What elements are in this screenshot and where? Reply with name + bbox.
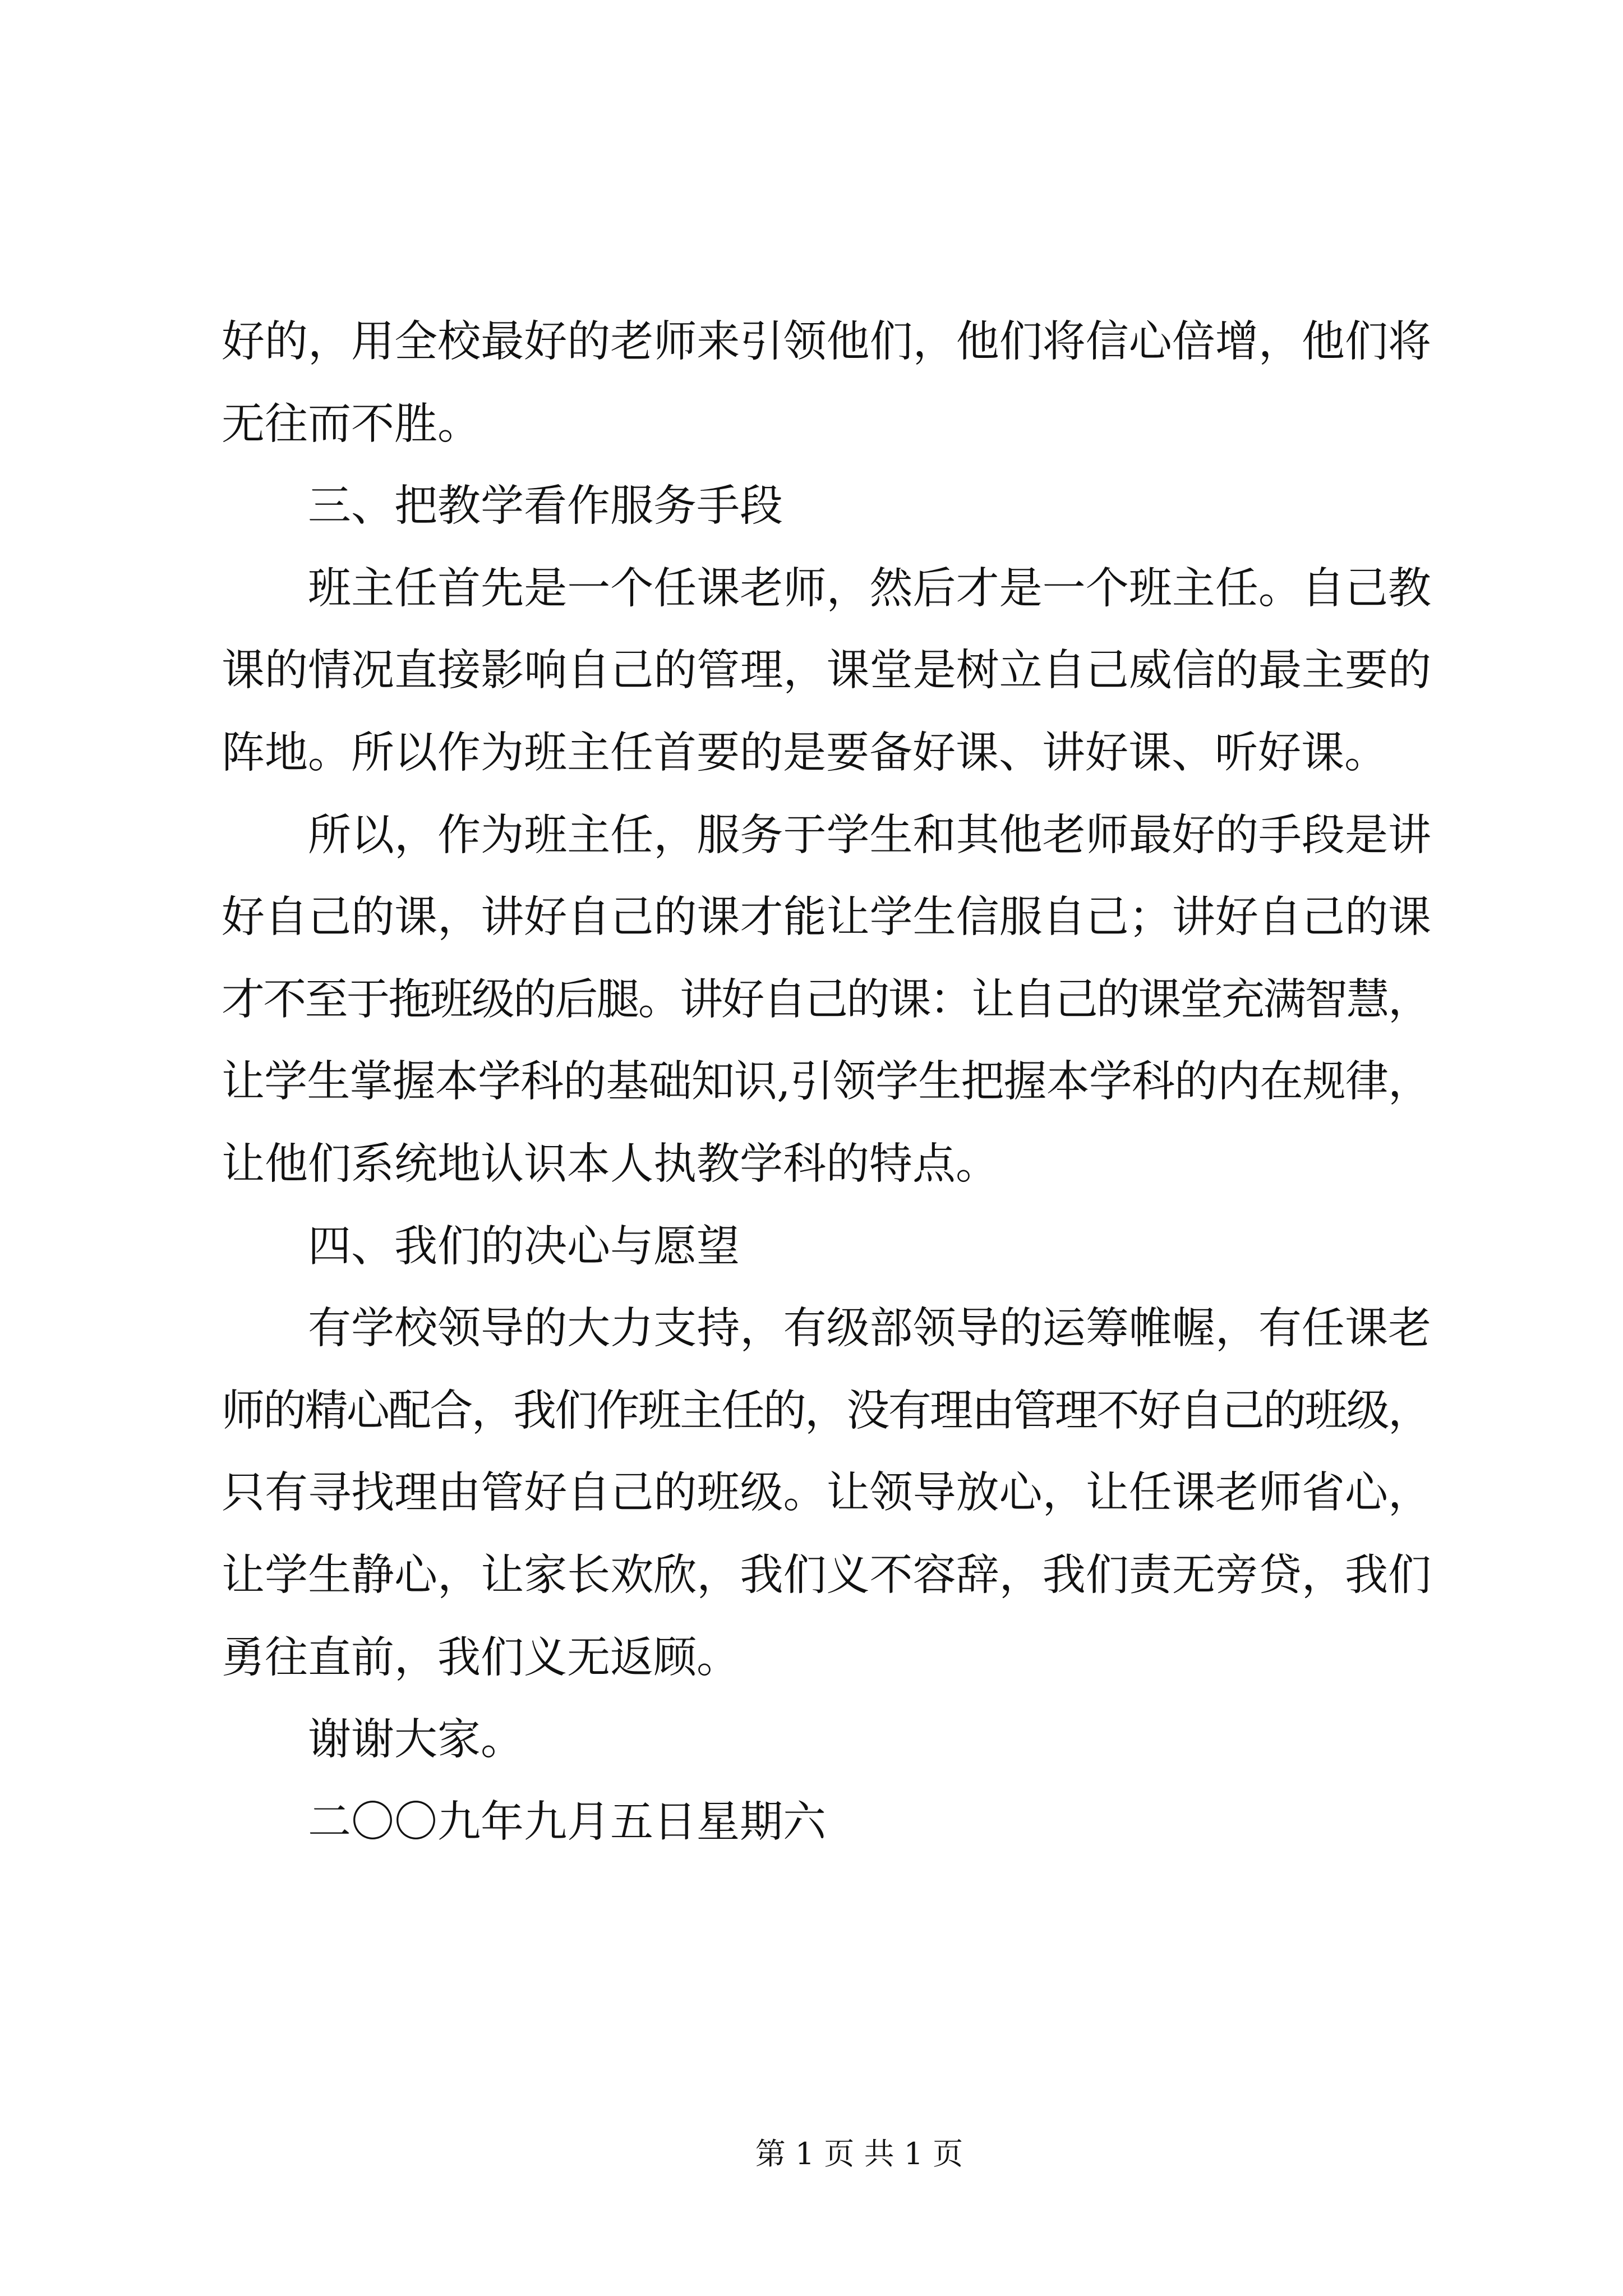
text-line: 班主任首先是一个任课老师，然后才是一个班主任。自己教 <box>308 563 1432 614</box>
text-line: 让学生掌握本学科的基础知识,引领学生把握本学科的内在规律， <box>222 1057 1431 1107</box>
text-line: 阵地。所以作为班主任首要的是要备好课、讲好课、听好课。 <box>222 728 1387 778</box>
text-line: 四、我们的决心与愿望 <box>308 1221 740 1272</box>
section-heading <box>222 466 1431 548</box>
section-heading <box>222 1206 1431 1289</box>
text-line: 有学校领导的大力支持，有级部领导的运筹帷幄，有任课老 <box>308 1304 1432 1354</box>
page-footer: 第 1 页 共 1 页 <box>755 2136 963 2171</box>
paragraph <box>222 1288 1431 1699</box>
text-line: 二〇〇九年九月五日星期六 <box>308 1797 826 1847</box>
text-line: 师的精心配合，我们作班主任的，没有理由管理不好自己的班级， <box>222 1386 1430 1436</box>
date-line <box>222 1782 1431 1864</box>
text-line: 才不至于拖班级的后腿。讲好自己的课：让自己的课堂充满智慧， <box>222 974 1430 1025</box>
text-line: 好自己的课，讲好自己的课才能让学生信服自己；讲好自己的课 <box>222 892 1432 943</box>
text-line: 无往而不胜。 <box>222 399 481 449</box>
text-line: 勇往直前，我们义无返顾。 <box>222 1632 740 1683</box>
paragraph <box>222 301 1431 466</box>
paragraph <box>222 795 1431 1206</box>
text-line: 只有寻找理由管好自己的班级。让领导放心，让任课老师省心， <box>222 1468 1432 1519</box>
text-line: 所以，作为班主任，服务于学生和其他老师最好的手段是讲 <box>308 810 1432 861</box>
text-line: 让学生静心，让家长欢欣，我们义不容辞，我们责无旁贷，我们 <box>222 1550 1432 1600</box>
text-line: 好的，用全校最好的老师来引领他们，他们将信心倍增，他们将 <box>222 317 1432 367</box>
text-line: 三、把教学看作服务手段 <box>308 481 783 532</box>
text-line: 让他们系统地认识本人执教学科的特点。 <box>222 1139 999 1189</box>
text-line: 谢谢大家。 <box>308 1715 524 1765</box>
document-body <box>222 301 1431 1864</box>
paragraph <box>222 1699 1431 1782</box>
paragraph <box>222 548 1431 795</box>
text-line: 课的情况直接影响自己的管理，课堂是树立自己威信的最主要的 <box>222 646 1432 696</box>
